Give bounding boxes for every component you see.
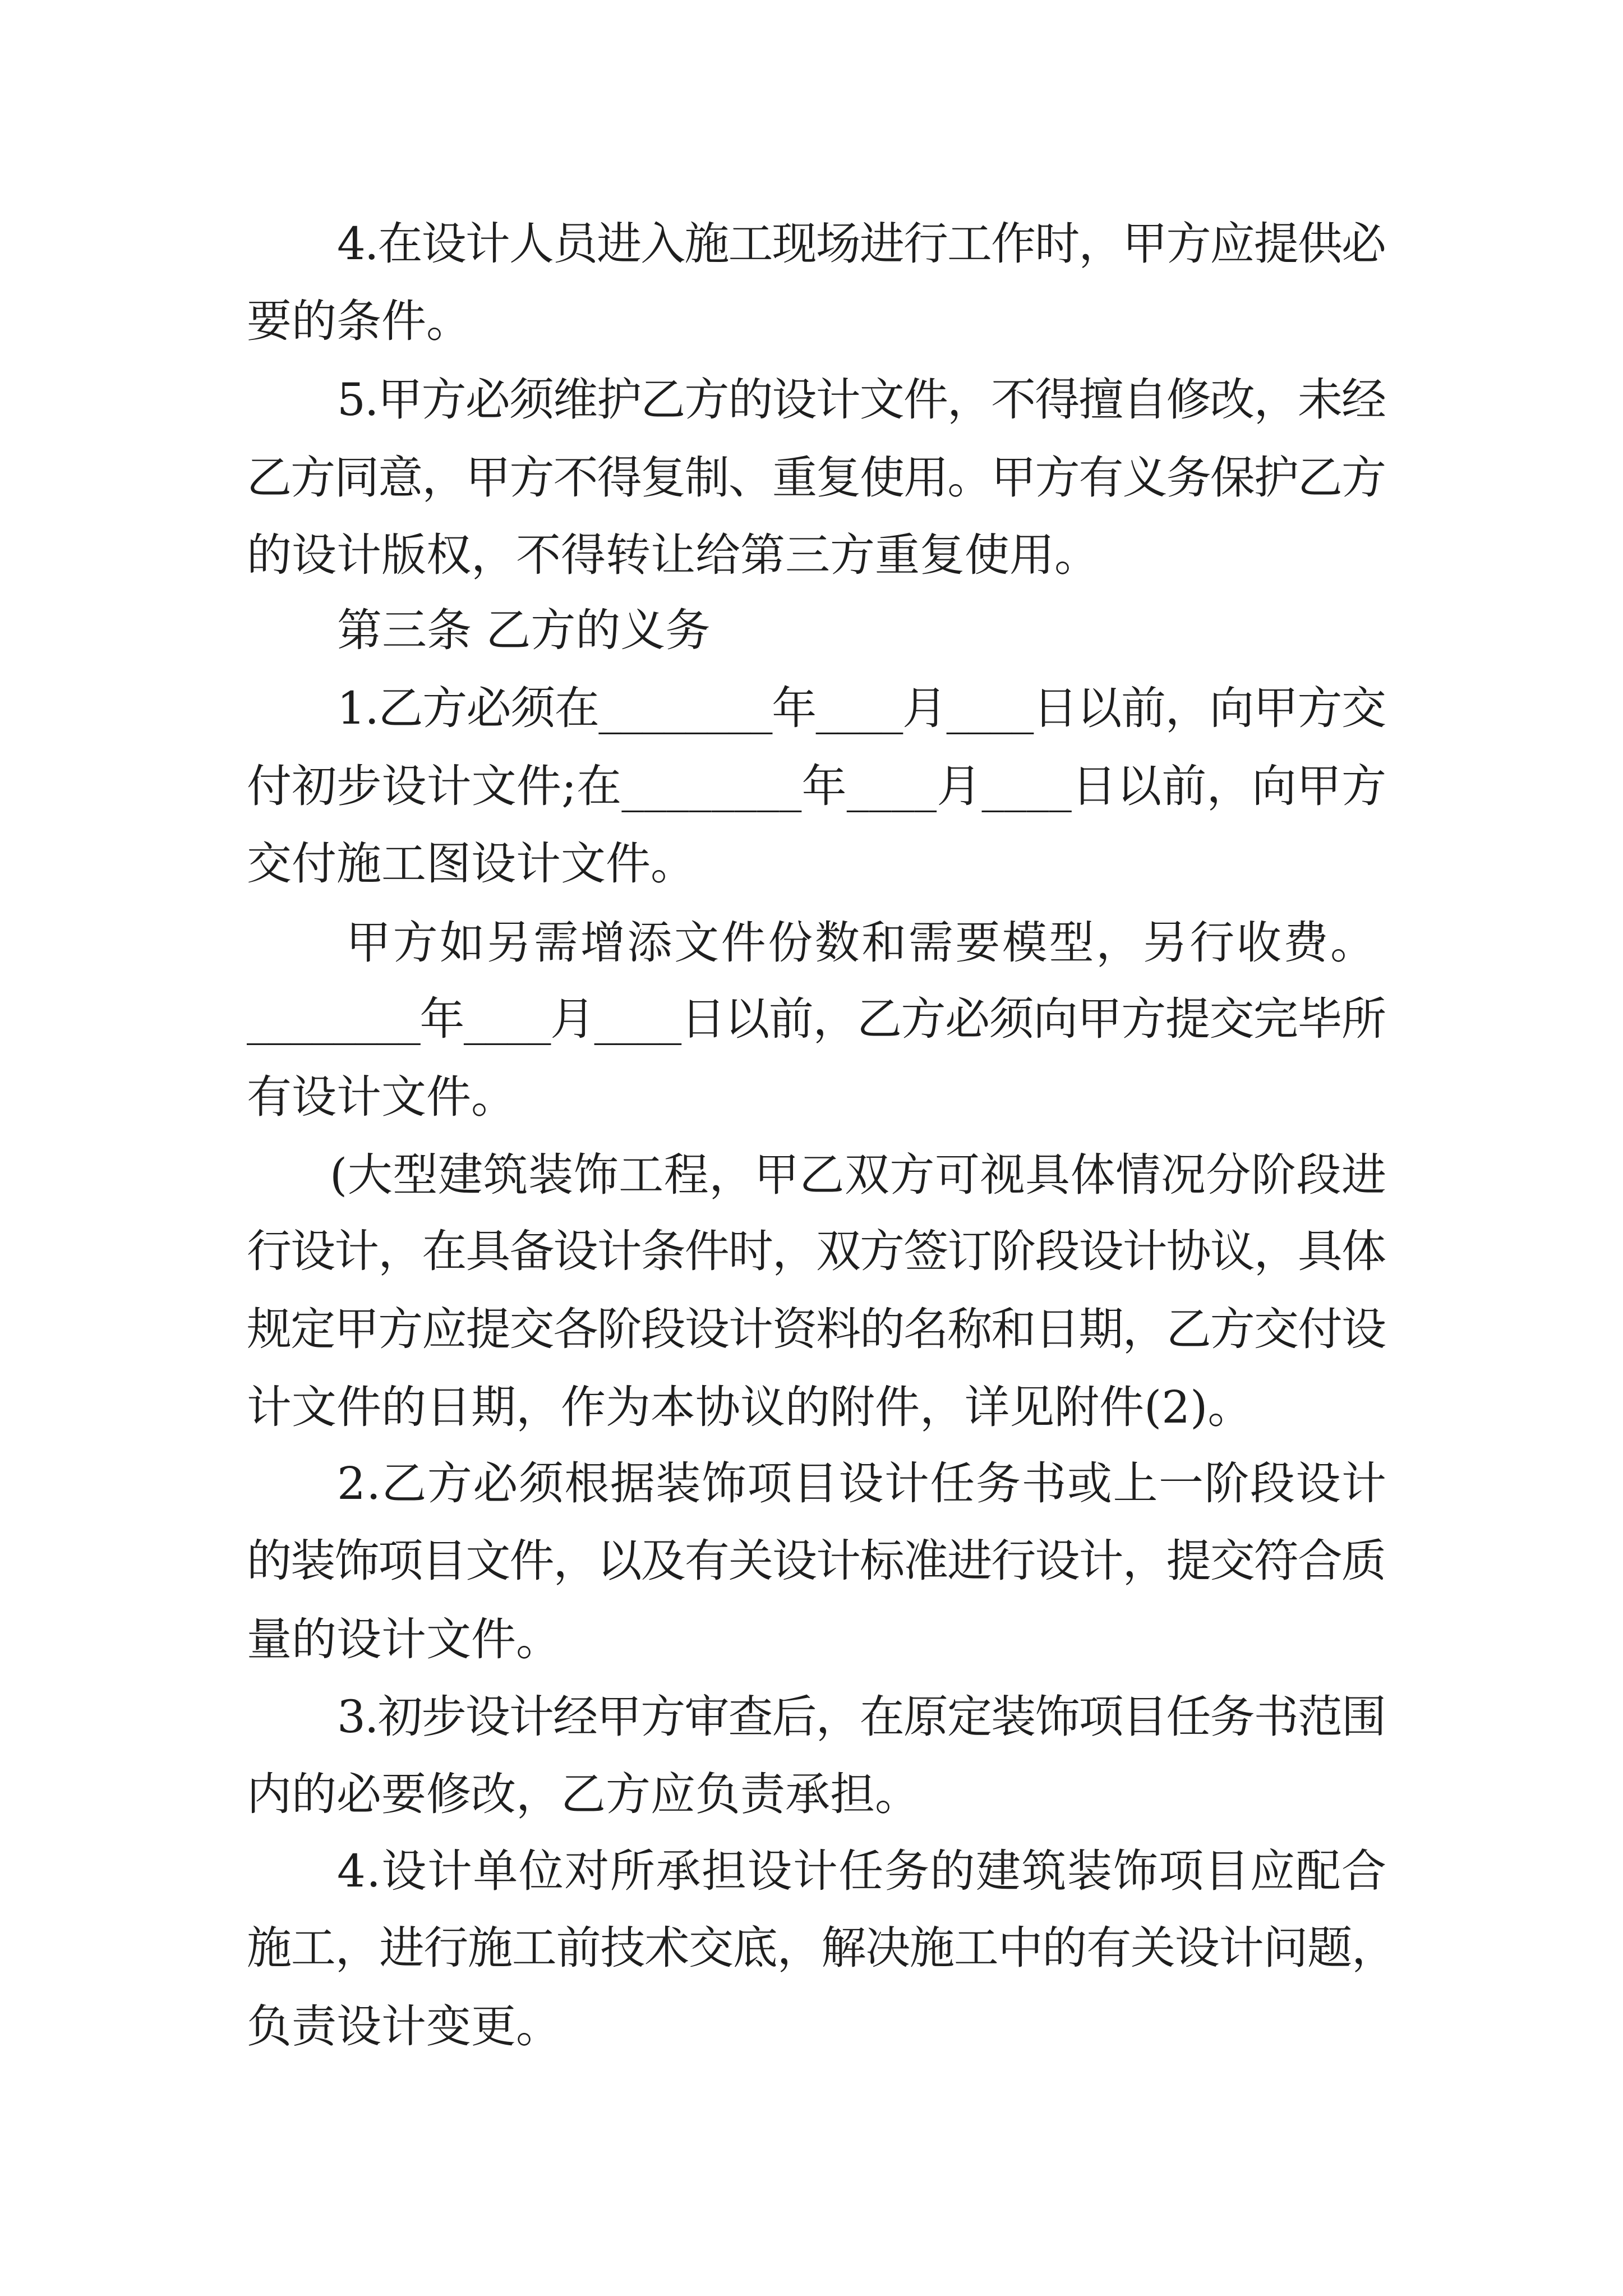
text-line: 甲方如另需增添文件份数和需要模型，另行收费。 [346, 917, 1377, 969]
text-line: 规定甲方应提交各阶段设计资料的名称和日期，乙方交付设 [247, 1303, 1386, 1355]
text-line: 计文件的日期，作为本协议的附件，详见附件(2)。 [247, 1381, 1253, 1433]
text-line: 4.在设计人员进入施工现场进行工作时，甲方应提供必 [337, 218, 1386, 270]
text-line: (大型建筑装饰工程，甲乙双方可视具体情况分阶段进 [330, 1149, 1387, 1201]
text-line: 5.甲方必须维护乙方的设计文件，不得擅自修改，未经 [337, 374, 1386, 426]
text-line: 行设计，在具备设计条件时，双方签订阶段设计协议，具体 [247, 1225, 1386, 1277]
text-line: 要的条件。 [247, 295, 471, 347]
text-line: 3.初步设计经甲方审查后，在原定装饰项目任务书范围 [337, 1691, 1386, 1743]
text-line: 4.设计单位对所承担设计任务的建筑装饰项目应配合 [337, 1845, 1387, 1897]
text-line: 内的必要修改，乙方应负责承担。 [247, 1768, 920, 1820]
section-heading: 第三条 乙方的义务 [337, 604, 711, 656]
text-line: 交付施工图设计文件。 [247, 838, 695, 890]
text-line: 2.乙方必须根据装饰项目设计任务书或上一阶段设计 [337, 1457, 1387, 1510]
text-line: 负责设计变更。 [247, 2000, 561, 2053]
text-line: 量的设计文件。 [247, 1613, 561, 1665]
text-line: 的设计版权，不得转让给第三方重复使用。 [247, 529, 1099, 581]
text-line: 乙方同意，甲方不得复制、重复使用。甲方有义务保护乙方 [247, 452, 1386, 504]
text-line: 有设计文件。 [247, 1071, 516, 1123]
text-line: 付初步设计文件;在________年____月____日以前，向甲方 [247, 760, 1387, 812]
text-line: 施工，进行施工前技术交底，解决施工中的有关设计问题， [247, 1922, 1396, 1974]
text-line: ________年____月____日以前，乙方必须向甲方提交完毕所 [247, 993, 1386, 1045]
text-line: 1.乙方必须在________年____月____日以前，向甲方交 [337, 682, 1386, 734]
text-line: 的装饰项目文件，以及有关设计标准进行设计，提交符合质 [247, 1535, 1386, 1587]
